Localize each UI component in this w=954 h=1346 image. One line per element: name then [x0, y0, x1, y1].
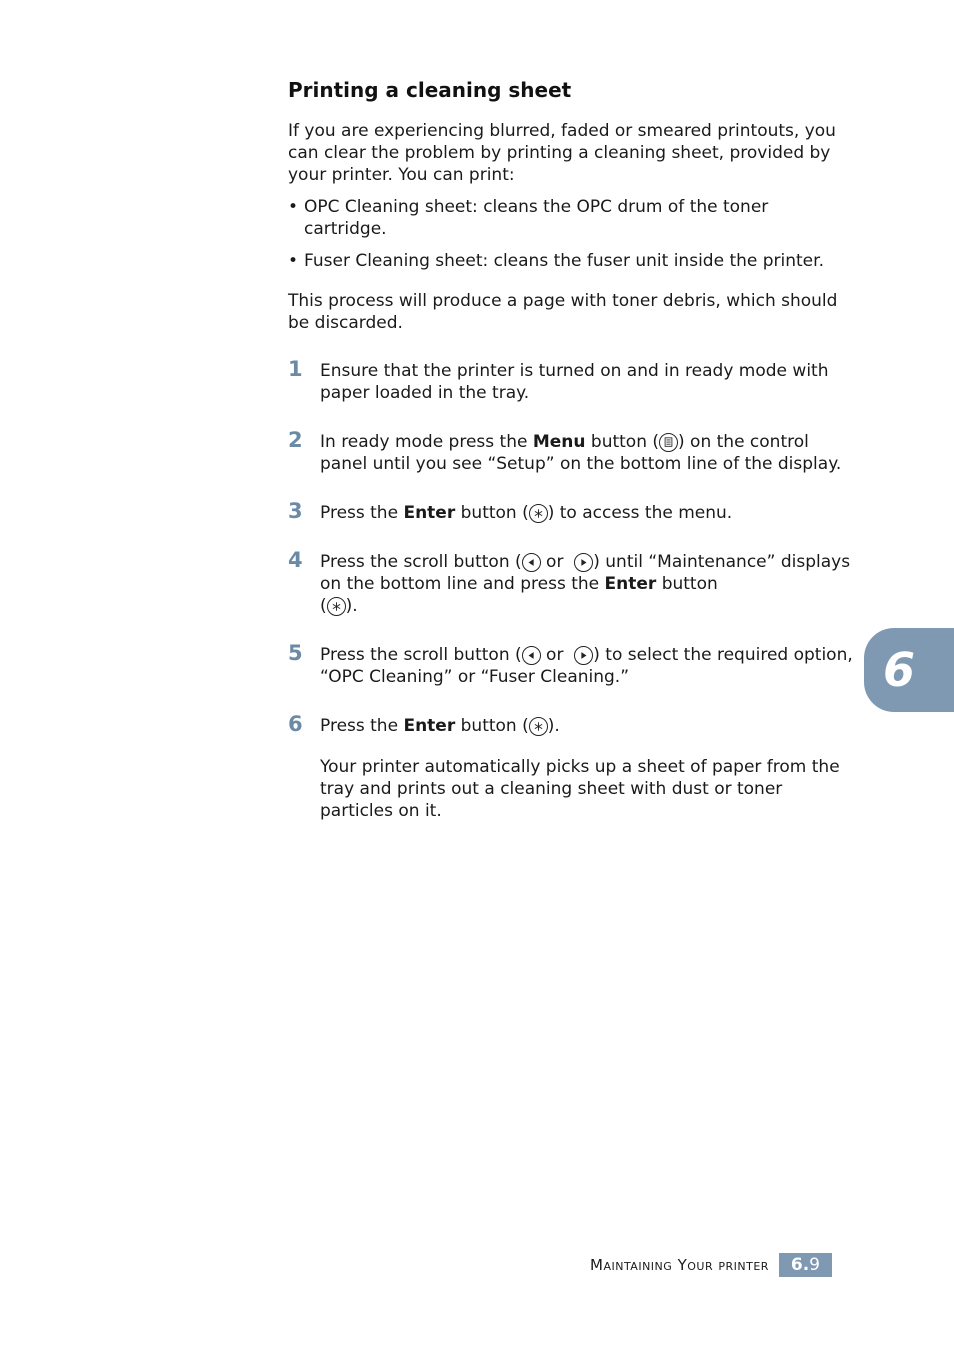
enter-label: Enter	[403, 716, 456, 736]
enter-icon	[529, 504, 548, 523]
step-3	[288, 499, 853, 524]
page-footer	[590, 1253, 832, 1277]
step-text-pre: Press the	[320, 503, 404, 523]
step-5	[288, 641, 853, 688]
list-item: • Fuser Cleaning sheet: cleans the fuser unit inside the printer.	[288, 250, 853, 272]
page-chapter: 6.	[790, 1255, 810, 1275]
step-number: 6	[288, 712, 303, 736]
note-paragraph: This process will produce a page with toner debris, which should be discarded.	[288, 291, 838, 333]
step-result-text: Your printer automatically picks up a sheet of paper from the tray and prints out a cleaning sheet with dust or toner particles on it.	[320, 757, 840, 821]
step-number: 5	[288, 641, 303, 665]
step-4	[288, 548, 853, 617]
step-text-post: ).	[547, 716, 560, 736]
step-text-mid: button (	[585, 432, 660, 452]
step-text-post: ) to select the required option, “OPC Cleaning” or “Fuser Cleaning.”	[320, 645, 853, 687]
step-text-post: ) on the control panel until you see “Setup” on the bottom line of the display.	[320, 432, 842, 474]
step-text-close: ).	[345, 596, 358, 616]
scroll-left-icon	[522, 646, 541, 665]
step-6	[288, 712, 853, 822]
section-heading: Printing a cleaning sheet	[288, 78, 572, 102]
step-number: 4	[288, 548, 303, 572]
footer-title: Maintaining Your printer	[590, 1256, 769, 1274]
enter-label: Enter	[403, 503, 456, 523]
scroll-right-icon	[574, 646, 593, 665]
page-content	[288, 78, 853, 849]
step-1	[288, 357, 853, 404]
scroll-right-icon	[574, 553, 593, 572]
step-text-pre: Press the scroll button (	[320, 552, 522, 572]
step-text-pre: Press the scroll button (	[320, 645, 522, 665]
bullet-list	[288, 196, 853, 272]
scroll-left-icon	[522, 553, 541, 572]
menu-label: Menu	[532, 432, 586, 452]
chapter-tab: 6	[864, 628, 954, 712]
step-text-or: or	[540, 552, 569, 572]
enter-icon	[529, 717, 548, 736]
step-2	[288, 428, 853, 475]
step-text: Ensure that the printer is turned on and in ready mode with paper loaded in the tray.	[320, 361, 829, 403]
step-text-or: or	[540, 645, 569, 665]
enter-label: Enter	[604, 574, 657, 594]
step-number: 2	[288, 428, 303, 452]
page-num: 9	[809, 1255, 820, 1275]
intro-paragraph: If you are experiencing blurred, faded or smeared printouts, you can clear the problem by printing a cleaning sheet, provided by your printer. You can print:	[288, 121, 836, 185]
step-text-post: ) to access the menu.	[547, 503, 733, 523]
step-number: 1	[288, 357, 303, 381]
step-text-mid: ) until “Maintenance” displays on the bottom line and press the	[320, 552, 851, 594]
step-text-pre: Press the	[320, 716, 404, 736]
list-item: • OPC Cleaning sheet: cleans the OPC drum of the toner cartridge.	[288, 196, 853, 240]
step-text-mid: button (	[455, 503, 529, 523]
step-text-post: button	[656, 574, 718, 594]
menu-icon	[659, 433, 678, 452]
step-number: 3	[288, 499, 303, 523]
step-text-mid: button (	[455, 716, 529, 736]
step-text-open: (	[320, 596, 327, 616]
steps-list	[288, 357, 853, 822]
step-text-pre: In ready mode press the	[320, 432, 533, 452]
enter-icon	[327, 597, 346, 616]
page-number	[779, 1253, 832, 1277]
